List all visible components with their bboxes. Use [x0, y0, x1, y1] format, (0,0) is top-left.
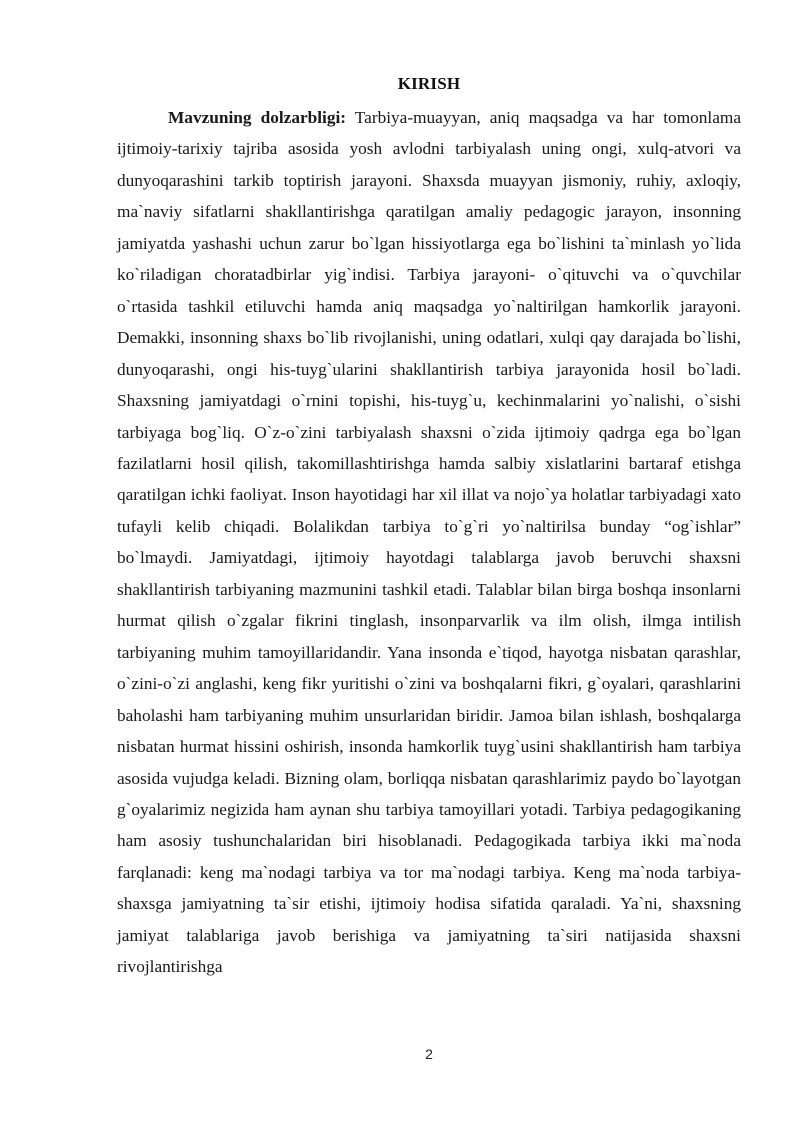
lead-label: Mavzuning dolzarbligi: [168, 108, 347, 127]
body-paragraph [117, 102, 741, 983]
section-heading: KIRISH [397, 74, 461, 93]
paragraph-text: Tarbiya-muayyan, aniq maqsadga va har tomonlama ijtimoiy-tarixiy tajriba asosida yosh avlodni tarbiyalash uning ongi, xulq-atvori va dunyoqarashini tarkib toptirish jarayoni. Shaxsda muayyan jismoniy, ruhiy, axloqiy, ma`naviy sifatlarni shakllantirishga qaratilgan amaliy pedagogic jarayon, insonning jamiyatda yashashi uchun zarur bo`lgan hissiyotlarga ega bo`lishini ta`minlash yo`lida ko`riladigan choratadbirlar yig`indisi. Tarbiya jarayoni- o`qituvchi va o`quvchilar o`rtasida tashkil etiluvchi hamda aniq maqsadga yo`naltirilgan hamkorlik jarayoni. Demakki, insonning shaxs bo`lib rivojlanishi, uning odatlari, xulqi qay darajada bo`lishi, dunyoqarashi, ongi his-tuyg`ularini shakllantirish tarbiya jarayonida hosil bo`ladi. Shaxsning jamiyatdagi o`rnini topishi, his-tuyg`u, kechinmalarini yo`nalishi, o`sishi tarbiyaga bog`liq. O`z-o`zini tarbiyalash shaxsni o`zida ijtimoiy qadrga ega bo`lgan fazilatlarni hosil qilish, takomillashtirishga hamda salbiy xislatlarini bartaraf etishga qaratilgan ichki faoliyat. Inson hayotidagi har xil illat va nojo`ya holatlar tarbiyadagi xato tufayli kelib chiqadi. Bolalikdan tarbiya to`g`ri yo`naltirilsa bunday “og`ishlar” bo`lmaydi. Jamiyatdagi, ijtimoiy hayotdagi talablarga javob beruvchi shaxsni shakllantirish tarbiyaning mazmunini tashkil etadi. Talablar bilan birga boshqa insonlarni hurmat qilish o`zgalar fikrini tinglash, insonparvarlik va ilm olish, ilmga intilish tarbiyaning muhim tamoyillaridandir. Yana insonda e`tiqod, hayotga nisbatan qarashlar, o`zini-o`zi anglashi, keng fikr yuritishi o`zini va boshqalarni fikri, g`oyalari, qarashlarini baholashi ham tarbiyaning muhim unsurlaridan biridir. Jamoa bilan ishlash, boshqalarga nisbatan hurmat hissini oshirish, insonda hamkorlik tuyg`usini shakllantirish ham tarbiya asosida vujudga keladi. Bizning olam, borliqqa nisbatan qarashlarimiz paydo bo`layotgan g`oyalarimiz negizida ham aynan shu tarbiya tamoyillari yotadi. Tarbiya pedagogikaning ham asosiy tushunchalaridan biri hisoblanadi. Pedagogikada tarbiya ikki ma`noda farqlanadi: keng ma`nodagi tarbiya va tor ma`nodagi tarbiya. Keng ma`noda tarbiya- shaxsga jamiyatning ta`sir etishi, ijtimoiy hodisa sifatida qaraladi. Ya`ni, shaxsning jamiyat talablariga javob berishiga va jamiyatning ta`siri natijasida shaxsni rivojlantirishga [117, 108, 741, 977]
page-number: 2 [425, 1046, 433, 1062]
